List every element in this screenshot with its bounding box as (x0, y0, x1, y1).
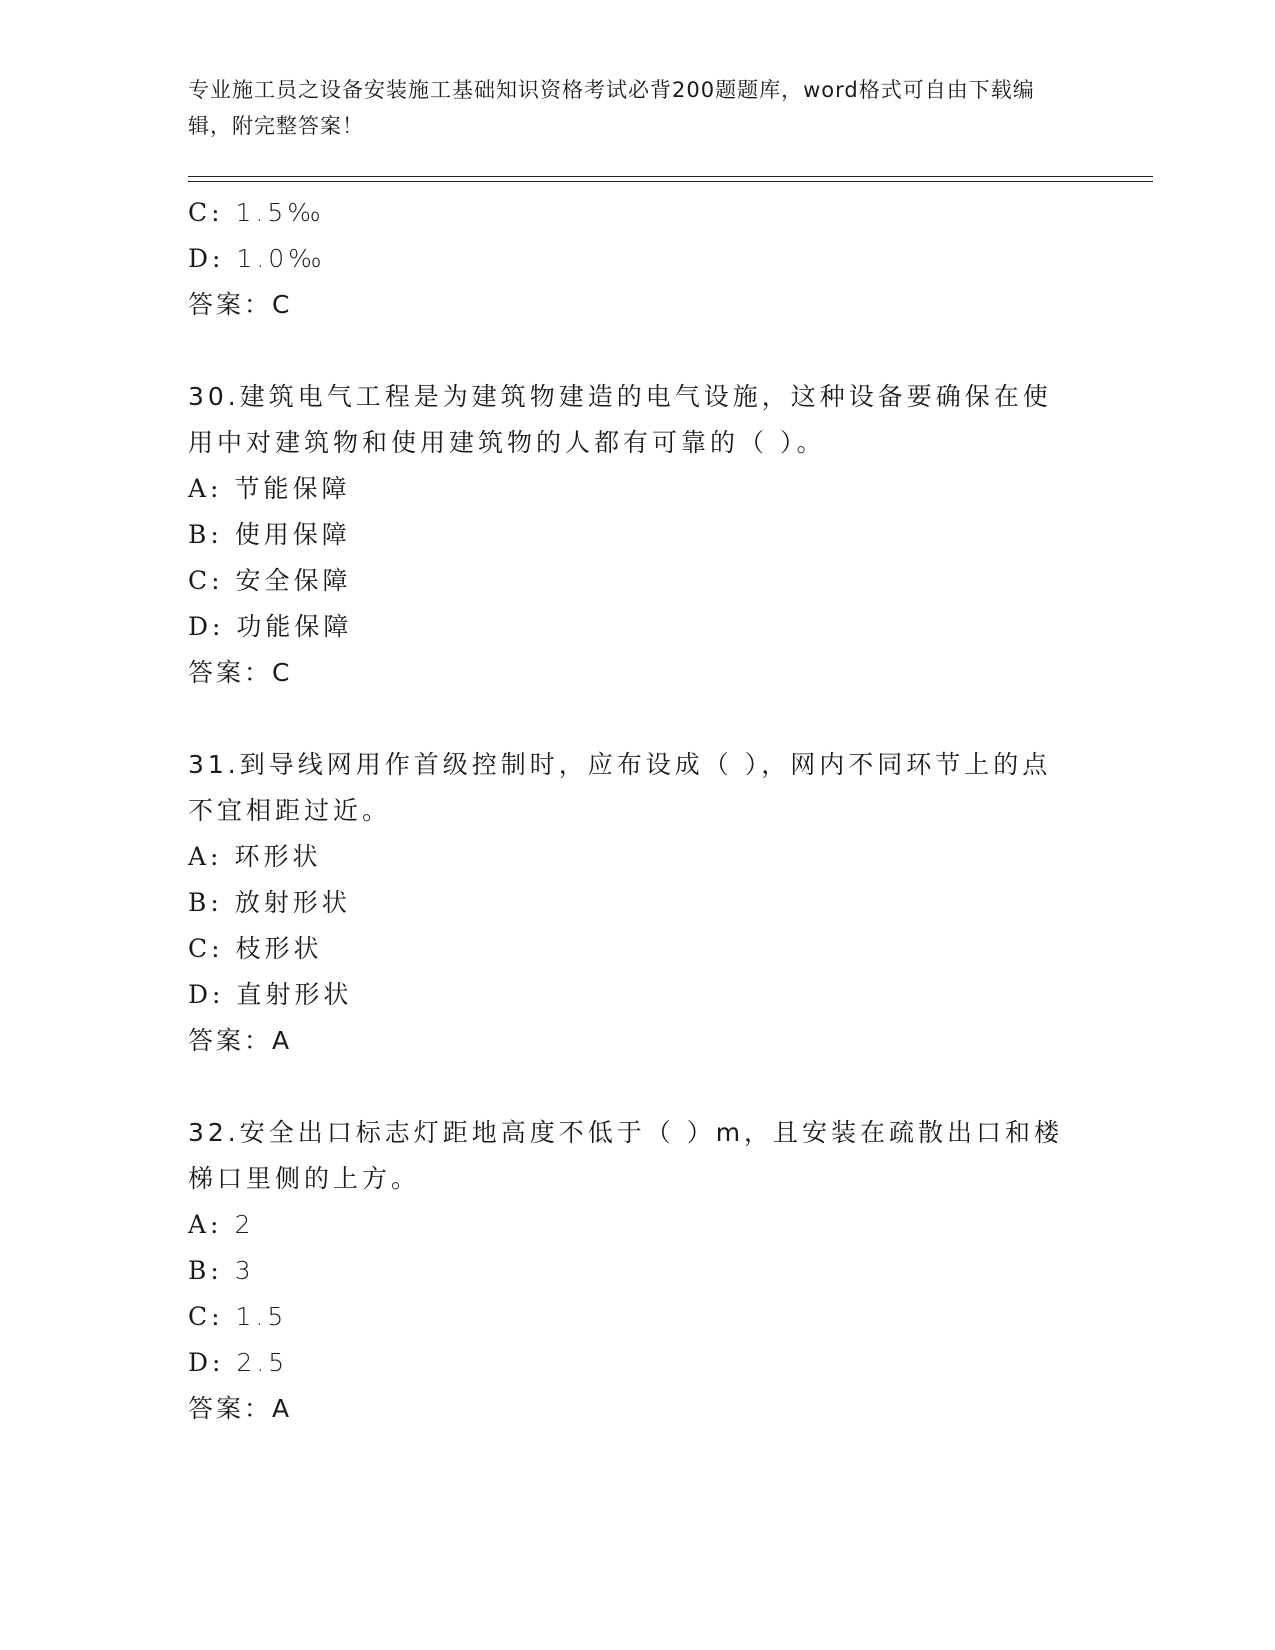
option-c: C: 安全保障 (188, 566, 352, 595)
answer: 答案：C (188, 658, 293, 687)
option-a: A: 2 (188, 1210, 255, 1239)
option-c: C: 1.5‰ (188, 198, 325, 227)
option-d: D: 1.0‰ (188, 244, 326, 273)
option-d: D: 功能保障 (188, 612, 353, 641)
question-stem: 30.建筑电气工程是为建筑物建造的电气设施，这种设备要确保在使用中对建筑物和使用建筑物的人都有可靠的（ ）。 (188, 382, 1052, 457)
header-rule-top (188, 176, 1153, 177)
question-stem: 32.安全出口标志灯距地高度不低于（ ）m，且安装在疏散出口和楼梯口里侧的上方。 (188, 1118, 1064, 1193)
option-b: B: 3 (188, 1256, 255, 1285)
option-b: B: 放射形状 (188, 888, 351, 917)
option-c: C: 枝形状 (188, 934, 323, 963)
option-b: B: 使用保障 (188, 520, 351, 549)
question-list (188, 190, 1088, 1432)
document-header: 专业施工员之设备安装施工基础知识资格考试必背200题题库，word格式可自由下载编辑，附完整答案！ (188, 78, 1035, 138)
option-a: A: 节能保障 (188, 474, 351, 503)
option-c: C: 1.5 (188, 1302, 288, 1331)
option-d: D: 直射形状 (188, 980, 353, 1009)
answer: 答案：A (188, 1026, 293, 1055)
answer: 答案：A (188, 1394, 293, 1423)
option-a: A: 环形状 (188, 842, 322, 871)
answer: 答案：C (188, 290, 293, 319)
header-rule-bottom (188, 181, 1153, 182)
question-stem: 31.到导线网用作首级控制时，应布设成（ ），网内不同环节上的点不宜相距过近。 (188, 750, 1052, 825)
option-d: D: 2.5 (188, 1348, 289, 1377)
